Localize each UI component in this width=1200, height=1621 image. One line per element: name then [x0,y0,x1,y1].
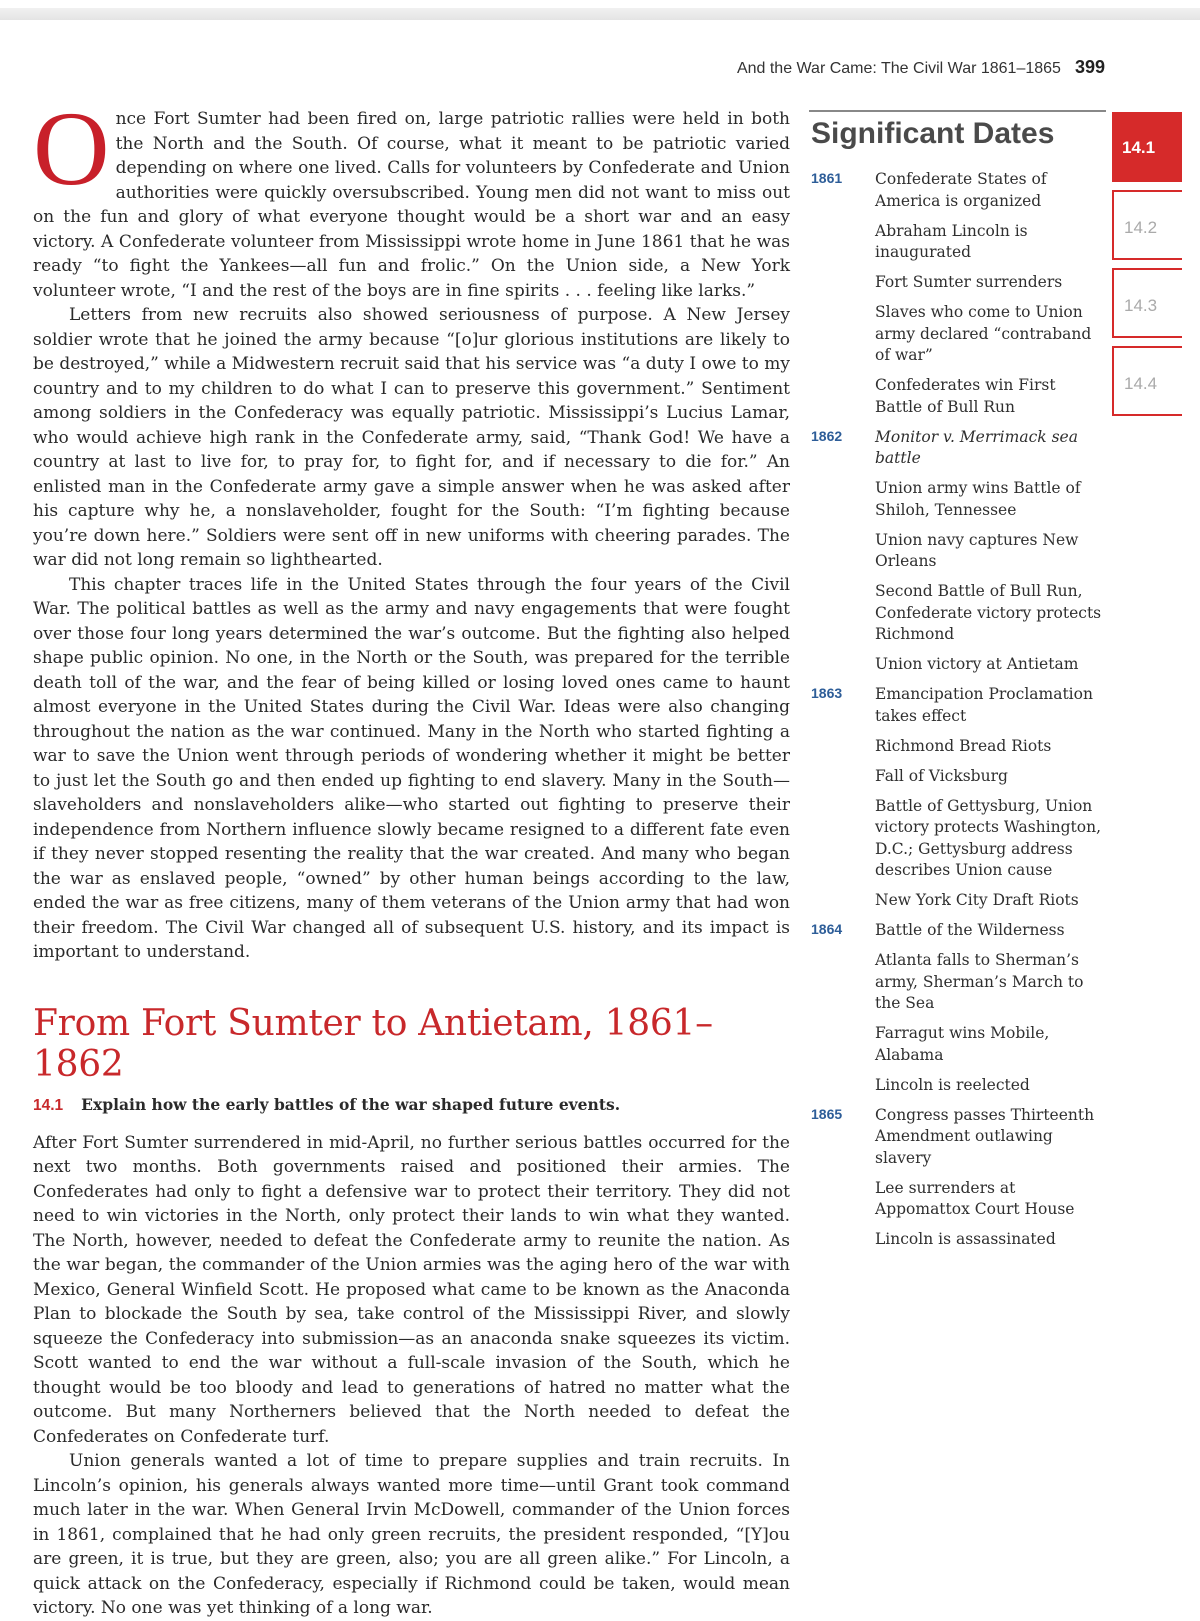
year-label: 1862 [811,427,843,444]
date-event: Richmond Bread Riots [875,736,1052,755]
date-event: Battle of the Wilderness [875,921,1065,939]
date-event: Second Battle of Bull Run, Confederate victory protects Richmond [875,582,1102,643]
objective-text: Explain how the early battles of the war shaped future events. [81,1094,621,1114]
section-paragraph-1: After Fort Sumter surrendered in mid-April, no further serious battles occurred for the next two months. Both governments raised and positioned their armies. The Confederates had only to fight a defensive war to protect their territory. They did not need to win victories in the North, only protect their lands to win what they wanted. The North, however, needed to defeat the Confederate army to reunite the nation. As the war began, the commander of the Union armies was the aging hero of the war with Mexico, General Winfield Scott. He proposed what came to be known as the Anaconda Plan to blockade the South by sea, take control of the Mississippi River, and slowly squeeze the Confederacy into submission—as an anaconda snake squeezes its victim. Scott wanted to end the war without a full-scale invasion of the South, which he thought would be too bloody and lead to generations of hatred no matter what the outcome. But many Northerners believed that the North needed to defeat the Confederates on Confederate turf. [33,1132,790,1447]
section-heading: From Fort Sumter to Antietam, 1861–1862 [33,1002,713,1085]
intro-paragraph-3: This chapter traces life in the United States through the four years of the Civil War. The political battles as well as the army and navy engagements that were fought over those four long years determined the war’s outcome. But the fighting also helped shape public opinion. No one, in the North or the South, was prepared for the terrible death toll of the war, and the fear of being killed or losing loved ones came to haunt almost everyone in the United States during the Civil War. Ideas were also changing throughout the nation as the war continued. Many in the North who started fighting a war to save the Union went through periods of wondering whether it might be better to just let the South go and then ended up fighting to end slavery. Many in the South—slaveholders and nonslaveholders alike—who started out fighting to preserve their independence from Northern influence slowly became resigned to a different fate even if they never stopped resenting the reality that the war created. And many who began the war as enslaved people, “owned” by other human beings according to the law, ended the war as free citizens, many of them veterans of the Union army that had won their freedom. The Civil War changed all of subsequent U.S. history, and its impact is important to understand. [33,574,790,962]
date-event: Lincoln is reelected [875,1075,1030,1094]
date-event: Union victory at Antietam [875,655,1079,673]
year-block-1862 [809,427,1106,676]
section-paragraph-2: Union generals wanted a lot of time to prepare supplies and train recruits. In Lincoln’s opinion, his generals always wanted more time—until Grant took command much later in the war. When General Irvin McDowell, commander of the Union forces in 1861, complained that he had only green recruits, the president responded, “[Y]ou are green, it is true, but they are green, also; you are all green alike.” For Lincoln, a quick attack on the Confederacy, especially if Richmond could be taken, would mean victory. No one was yet thinking of a long war. [33,1451,790,1618]
sidebar-title: Significant Dates [811,117,1055,150]
date-event: New York City Draft Riots [875,891,1079,909]
year-block-1865 [809,1105,1106,1251]
sidebar-rule [809,110,1106,112]
date-event: Fall of Vicksburg [875,766,1008,785]
chapter-title: And the War Came: The Civil War 1861–1865 [736,60,1061,77]
date-event: Confederate States of America is organized [875,170,1047,210]
date-event: Union navy captures New Orleans [875,530,1079,570]
page-number: 399 [1074,57,1105,77]
tab-14-2[interactable]: 14.2 [1112,190,1182,260]
year-label: 1861 [811,170,843,186]
year-block-1861 [809,169,1106,418]
date-event: Slaves who come to Union army declared “contraband of war” [875,303,1092,364]
learning-objective [33,1095,790,1115]
date-event: Battle of Gettysburg, Union victory protects Washington, D.C.; Gettysburg address describes Union cause [875,796,1101,879]
year-label: 1863 [811,685,843,701]
objective-number: 14.1 [33,1096,64,1114]
date-event: Farragut wins Mobile, Alabama [875,1024,1050,1064]
intro-paragraph-2: Letters from new recruits also showed seriousness of purpose. A New Jersey soldier wrote that he joined the army because “[o]ur glorious institutions are likely to be destroyed,” while a Midwestern recruit said that his service was “a duty I owe to my country and to my children to do what I can to preserve this government.” Sentiment among soldiers in the Confederacy was equally patriotic. Mississippi’s Lucius Lamar, who would achieve high rank in the Confederate army, said, “Thank God! We have a country at last to live for, to pray for, to fight for, and if necessary to die for.” An enlisted man in the Confederate army gave a simple answer when he was asked after his capture why he, a nonslaveholder, fought for the South: “I’m fighting because you’re down here.” Soldiers were sent off in new uniforms with cheering parades. The war did not long remain so lighthearted. [33,305,790,570]
tab-14-1[interactable]: 14.1 [1112,112,1182,182]
year-label: 1865 [811,1105,843,1122]
main-text-column [33,90,790,1621]
date-event: Monitor v. Merrimack sea battle [875,427,1078,467]
scan-edge-strip [0,8,1200,20]
year-label: 1864 [811,921,843,937]
date-event: Union army wins Battle of Shiloh, Tennessee [875,479,1081,519]
tab-14-3[interactable]: 14.3 [1112,268,1182,338]
running-head [737,57,1105,78]
date-event: Confederates win First Battle of Bull Run [875,376,1056,416]
tab-14-4[interactable]: 14.4 [1112,346,1182,416]
year-block-1864 [809,920,1106,1096]
year-block-1863 [809,684,1106,912]
drop-cap: O [33,90,110,207]
section-tabs [1112,112,1182,424]
date-event: Emancipation Proclamation takes effect [875,685,1093,725]
date-event: Abraham Lincoln is inaugurated [875,221,1028,261]
date-event: Lincoln is assassinated [875,1230,1056,1248]
date-event: Fort Sumter surrenders [875,273,1063,291]
date-event: Congress passes Thirteenth Amendment outlawing slavery [875,1105,1095,1167]
intro-paragraph-1: Once Fort Sumter had been fired on, large patriotic rallies were held in both the North and the South. Of course, what it meant to be patriotic varied depending on where one lived. Calls for volunteers by Confederate and Union authorities were quickly oversubscribed. Young men did not want to miss out on the fun and glory of what everyone thought would be a short war and an easy victory. A Confederate volunteer from Mississippi wrote home in June 1861 that he was ready “to fight the Yankees—all fun and frolic.” On the Union side, a New York volunteer wrote, “I and the rest of the boys are in fine spirits . . . feeling like larks.” [33,90,790,301]
date-event: Atlanta falls to Sherman’s army, Sherman’s March to the Sea [875,951,1084,1012]
date-event: Lee surrenders at Appomattox Court House [875,1178,1075,1218]
significant-dates-sidebar [809,110,1106,1259]
